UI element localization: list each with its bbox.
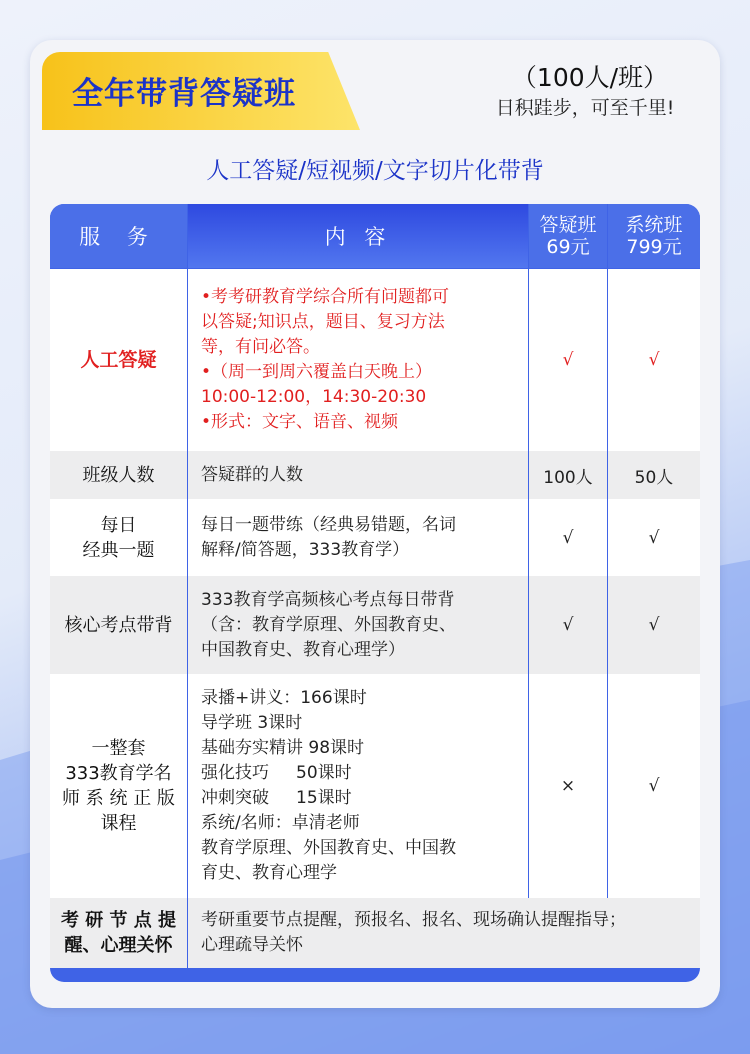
row-plan-system: √ (608, 674, 700, 898)
row-plan-system: √ (608, 269, 700, 451)
row-service: 考 研 节 点 提 醒、心理关怀 (50, 898, 187, 968)
table-row (50, 451, 700, 499)
row-service: 核心考点带背 (50, 576, 187, 674)
table-row (50, 898, 700, 968)
row-content: 每日一题带练（经典易错题，名词 解释/简答题，333教育学） (188, 499, 528, 576)
row-plan-system: 50人 (608, 451, 700, 499)
motto: 日积跬步，可至千里! (495, 97, 675, 119)
row-content: 录播+讲义：166课时 导学班 3课时 基础夯实精讲 98课时 强化技巧 50课时 冲刺突破 15课时 系统/名师：卓清老师 教育学原理、外国教育史、中国教 育史、教育心理学 (188, 674, 528, 898)
table-row (50, 576, 700, 674)
row-service: 人工答疑 (50, 269, 187, 451)
row-plan-qa: √ (529, 269, 607, 451)
header-content: 内 容 (188, 204, 528, 268)
table-row (50, 269, 700, 451)
plan-system-name: 系统班 (625, 214, 683, 236)
header-plan-qa (529, 204, 607, 268)
page-title: 全年带背答疑班 (72, 76, 296, 112)
row-plan-qa: 100人 (529, 451, 607, 499)
table-row (50, 499, 700, 576)
class-capacity: （100人/班） (511, 63, 669, 92)
row-content: •考考研教育学综合所有问题都可 以答疑;知识点，题目、复习方法 等，有问必答。 •（周一到周六覆盖白天晚上） 10:00-12:00，14:30-20:30 •形式：文字、语音、视频 (188, 269, 528, 451)
service-table (50, 204, 700, 982)
row-plan-qa: √ (529, 576, 607, 674)
row-plan-system: √ (608, 576, 700, 674)
subtitle: 人工答疑/短视频/文字切片化带背 (206, 158, 544, 184)
row-plan-qa: × (529, 674, 607, 898)
row-service: 班级人数 (50, 451, 187, 499)
row-content: 答疑群的人数 (188, 451, 528, 499)
row-service: 每日 经典一题 (50, 499, 187, 576)
header-plan-system (608, 204, 700, 268)
row-content: 考研重要节点提醒，预报名、报名、现场确认提醒指导； 心理疏导关怀 (188, 898, 700, 968)
row-service: 一整套 333教育学名 师 系 统 正 版 课程 (50, 674, 187, 898)
table-row (50, 674, 700, 898)
row-plan-system: √ (608, 499, 700, 576)
plan-qa-name: 答疑班 (539, 214, 597, 236)
row-plan-qa: √ (529, 499, 607, 576)
plan-system-price: 799元 (626, 236, 682, 258)
header-service: 服 务 (50, 204, 187, 268)
row-content: 333教育学高频核心考点每日带背 （含：教育学原理、外国教育史、 中国教育史、教育心理学） (188, 576, 528, 674)
plan-qa-price: 69元 (546, 236, 590, 258)
